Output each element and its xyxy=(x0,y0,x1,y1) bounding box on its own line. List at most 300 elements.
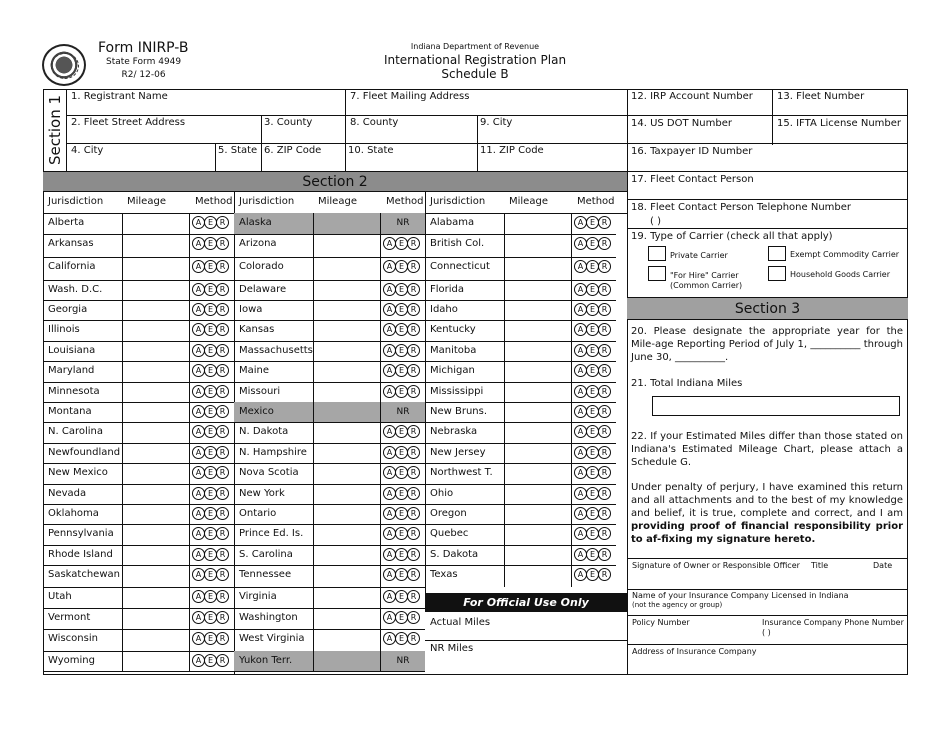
method-e-option[interactable]: E xyxy=(586,527,599,540)
method-r-option[interactable]: R xyxy=(216,344,229,357)
method-r-option[interactable]: R xyxy=(216,216,229,229)
method-selector[interactable] xyxy=(383,487,419,500)
mileage-input[interactable] xyxy=(122,402,190,422)
method-e-option[interactable]: E xyxy=(586,364,599,377)
method-e-option[interactable]: E xyxy=(395,283,408,296)
method-r-option[interactable]: R xyxy=(407,611,420,624)
method-selector[interactable] xyxy=(192,425,228,438)
method-a-option[interactable]: A xyxy=(574,344,587,357)
method-r-option[interactable]: R xyxy=(598,425,611,438)
mileage-input[interactable] xyxy=(122,463,190,484)
method-r-option[interactable]: R xyxy=(216,548,229,561)
method-e-option[interactable]: E xyxy=(586,303,599,316)
method-e-option[interactable]: E xyxy=(204,344,217,357)
method-a-option[interactable]: A xyxy=(192,260,205,273)
method-selector[interactable] xyxy=(574,487,610,500)
method-selector[interactable] xyxy=(192,548,228,561)
method-a-option[interactable]: A xyxy=(574,466,587,479)
method-selector[interactable] xyxy=(574,344,610,357)
method-a-option[interactable]: A xyxy=(192,568,205,581)
method-r-option[interactable]: R xyxy=(598,344,611,357)
mileage-input[interactable] xyxy=(504,213,572,234)
method-a-option[interactable]: A xyxy=(383,466,396,479)
method-selector[interactable] xyxy=(192,654,228,667)
method-selector[interactable] xyxy=(192,568,228,581)
method-r-option[interactable]: R xyxy=(407,632,420,645)
method-r-option[interactable]: R xyxy=(216,385,229,398)
mileage-input[interactable] xyxy=(122,361,190,382)
method-selector[interactable] xyxy=(192,303,228,316)
method-r-option[interactable]: R xyxy=(407,527,420,540)
mileage-input[interactable] xyxy=(313,587,381,608)
method-selector[interactable] xyxy=(192,487,228,500)
method-e-option[interactable]: E xyxy=(586,507,599,520)
method-selector[interactable] xyxy=(383,303,419,316)
method-selector[interactable] xyxy=(192,283,228,296)
method-e-option[interactable]: E xyxy=(204,654,217,667)
mileage-input[interactable] xyxy=(122,587,190,608)
mileage-input[interactable] xyxy=(122,257,190,280)
method-selector[interactable] xyxy=(383,283,419,296)
method-selector[interactable] xyxy=(383,425,419,438)
method-a-option[interactable]: A xyxy=(383,487,396,500)
method-r-option[interactable]: R xyxy=(216,303,229,316)
method-selector[interactable] xyxy=(192,590,228,603)
method-e-option[interactable]: E xyxy=(395,466,408,479)
method-selector[interactable] xyxy=(192,323,228,336)
method-selector[interactable] xyxy=(192,466,228,479)
method-r-option[interactable]: R xyxy=(407,590,420,603)
method-selector[interactable] xyxy=(574,283,610,296)
method-e-option[interactable]: E xyxy=(395,611,408,624)
method-selector[interactable] xyxy=(574,548,610,561)
method-e-option[interactable]: E xyxy=(204,303,217,316)
method-selector[interactable] xyxy=(192,632,228,645)
mileage-input[interactable] xyxy=(313,484,381,504)
mileage-input[interactable] xyxy=(504,484,572,504)
for-hire-carrier-checkbox[interactable] xyxy=(648,266,666,281)
method-selector[interactable] xyxy=(574,237,610,250)
method-selector[interactable] xyxy=(383,446,419,459)
method-a-option[interactable]: A xyxy=(192,323,205,336)
method-e-option[interactable]: E xyxy=(586,548,599,561)
mileage-input[interactable] xyxy=(504,300,572,320)
method-a-option[interactable]: A xyxy=(192,466,205,479)
method-a-option[interactable]: A xyxy=(383,527,396,540)
method-r-option[interactable]: R xyxy=(598,385,611,398)
method-e-option[interactable]: E xyxy=(204,385,217,398)
method-e-option[interactable]: E xyxy=(204,216,217,229)
method-e-option[interactable]: E xyxy=(395,237,408,250)
household-goods-checkbox[interactable] xyxy=(768,266,786,281)
mileage-input[interactable] xyxy=(313,341,381,361)
mileage-input[interactable] xyxy=(313,524,381,545)
method-r-option[interactable]: R xyxy=(407,568,420,581)
method-e-option[interactable]: E xyxy=(204,527,217,540)
method-a-option[interactable]: A xyxy=(383,283,396,296)
method-r-option[interactable]: R xyxy=(598,527,611,540)
method-r-option[interactable]: R xyxy=(598,487,611,500)
method-r-option[interactable]: R xyxy=(598,260,611,273)
method-selector[interactable] xyxy=(574,446,610,459)
method-r-option[interactable]: R xyxy=(216,237,229,250)
method-a-option[interactable]: A xyxy=(383,237,396,250)
method-selector[interactable] xyxy=(383,568,419,581)
method-e-option[interactable]: E xyxy=(395,487,408,500)
method-selector[interactable] xyxy=(192,260,228,273)
method-a-option[interactable]: A xyxy=(383,632,396,645)
mileage-input[interactable] xyxy=(313,320,381,341)
method-e-option[interactable]: E xyxy=(395,364,408,377)
method-a-option[interactable]: A xyxy=(574,425,587,438)
method-r-option[interactable]: R xyxy=(407,364,420,377)
method-selector[interactable] xyxy=(383,611,419,624)
mileage-input[interactable] xyxy=(313,234,381,257)
method-r-option[interactable]: R xyxy=(598,466,611,479)
method-e-option[interactable]: E xyxy=(204,611,217,624)
mileage-input[interactable] xyxy=(313,422,381,443)
method-e-option[interactable]: E xyxy=(586,283,599,296)
method-a-option[interactable]: A xyxy=(192,364,205,377)
method-r-option[interactable]: R xyxy=(598,548,611,561)
method-e-option[interactable]: E xyxy=(204,590,217,603)
method-selector[interactable] xyxy=(574,568,610,581)
method-e-option[interactable]: E xyxy=(204,405,217,418)
method-e-option[interactable]: E xyxy=(395,632,408,645)
method-a-option[interactable]: A xyxy=(383,303,396,316)
method-selector[interactable] xyxy=(574,385,610,398)
method-r-option[interactable]: R xyxy=(407,283,420,296)
mileage-input[interactable] xyxy=(313,565,381,587)
mileage-input[interactable] xyxy=(122,504,190,524)
mileage-input[interactable] xyxy=(122,213,190,234)
method-r-option[interactable]: R xyxy=(216,446,229,459)
method-r-option[interactable]: R xyxy=(407,425,420,438)
method-a-option[interactable]: A xyxy=(192,487,205,500)
mileage-input[interactable] xyxy=(313,651,381,671)
method-a-option[interactable]: A xyxy=(383,364,396,377)
method-e-option[interactable]: E xyxy=(204,487,217,500)
mileage-input[interactable] xyxy=(122,280,190,300)
method-e-option[interactable]: E xyxy=(204,237,217,250)
mileage-input[interactable] xyxy=(504,422,572,443)
method-r-option[interactable]: R xyxy=(216,611,229,624)
method-a-option[interactable]: A xyxy=(574,548,587,561)
mileage-input[interactable] xyxy=(313,463,381,484)
mileage-input[interactable] xyxy=(313,213,381,234)
method-a-option[interactable]: A xyxy=(192,405,205,418)
method-selector[interactable] xyxy=(192,405,228,418)
exempt-commodity-checkbox[interactable] xyxy=(768,246,786,261)
mileage-input[interactable] xyxy=(313,402,381,422)
method-r-option[interactable]: R xyxy=(407,385,420,398)
method-a-option[interactable]: A xyxy=(383,507,396,520)
method-r-option[interactable]: R xyxy=(216,654,229,667)
method-r-option[interactable]: R xyxy=(598,283,611,296)
method-r-option[interactable]: R xyxy=(598,216,611,229)
method-r-option[interactable]: R xyxy=(216,590,229,603)
method-e-option[interactable]: E xyxy=(395,527,408,540)
method-r-option[interactable]: R xyxy=(598,568,611,581)
method-selector[interactable] xyxy=(383,323,419,336)
mileage-input[interactable] xyxy=(122,234,190,257)
method-e-option[interactable]: E xyxy=(586,216,599,229)
method-a-option[interactable]: A xyxy=(383,548,396,561)
method-a-option[interactable]: A xyxy=(192,385,205,398)
mileage-input[interactable] xyxy=(313,361,381,382)
mileage-input[interactable] xyxy=(313,545,381,565)
method-e-option[interactable]: E xyxy=(395,507,408,520)
method-e-option[interactable]: E xyxy=(204,507,217,520)
mileage-input[interactable] xyxy=(122,608,190,629)
method-selector[interactable] xyxy=(192,446,228,459)
method-selector[interactable] xyxy=(383,385,419,398)
method-selector[interactable] xyxy=(383,527,419,540)
mileage-input[interactable] xyxy=(313,300,381,320)
method-a-option[interactable]: A xyxy=(192,611,205,624)
method-e-option[interactable]: E xyxy=(395,568,408,581)
method-r-option[interactable]: R xyxy=(407,507,420,520)
mileage-input[interactable] xyxy=(504,463,572,484)
method-r-option[interactable]: R xyxy=(216,487,229,500)
private-carrier-checkbox[interactable] xyxy=(648,246,666,261)
mileage-input[interactable] xyxy=(504,382,572,402)
method-e-option[interactable]: E xyxy=(586,425,599,438)
method-e-option[interactable]: E xyxy=(586,260,599,273)
method-r-option[interactable]: R xyxy=(407,487,420,500)
method-selector[interactable] xyxy=(574,405,610,418)
method-e-option[interactable]: E xyxy=(395,323,408,336)
mileage-input[interactable] xyxy=(122,651,190,671)
method-a-option[interactable]: A xyxy=(574,283,587,296)
method-e-option[interactable]: E xyxy=(204,446,217,459)
method-a-option[interactable]: A xyxy=(192,507,205,520)
mileage-input[interactable] xyxy=(313,257,381,280)
method-r-option[interactable]: R xyxy=(407,260,420,273)
method-e-option[interactable]: E xyxy=(586,487,599,500)
method-r-option[interactable]: R xyxy=(598,303,611,316)
method-r-option[interactable]: R xyxy=(216,323,229,336)
method-a-option[interactable]: A xyxy=(192,527,205,540)
method-a-option[interactable]: A xyxy=(383,260,396,273)
mileage-input[interactable] xyxy=(122,629,190,651)
method-a-option[interactable]: A xyxy=(383,446,396,459)
method-selector[interactable] xyxy=(383,364,419,377)
method-e-option[interactable]: E xyxy=(204,364,217,377)
method-e-option[interactable]: E xyxy=(204,283,217,296)
method-r-option[interactable]: R xyxy=(598,237,611,250)
method-selector[interactable] xyxy=(574,527,610,540)
method-selector[interactable] xyxy=(192,611,228,624)
method-r-option[interactable]: R xyxy=(407,303,420,316)
method-a-option[interactable]: A xyxy=(192,446,205,459)
method-r-option[interactable]: R xyxy=(216,466,229,479)
method-selector[interactable] xyxy=(574,466,610,479)
method-a-option[interactable]: A xyxy=(383,344,396,357)
mileage-input[interactable] xyxy=(122,341,190,361)
method-a-option[interactable]: A xyxy=(192,344,205,357)
mileage-input[interactable] xyxy=(504,504,572,524)
method-e-option[interactable]: E xyxy=(395,260,408,273)
mileage-input[interactable] xyxy=(504,361,572,382)
method-a-option[interactable]: A xyxy=(574,527,587,540)
method-e-option[interactable]: E xyxy=(586,466,599,479)
mileage-input[interactable] xyxy=(504,565,572,587)
method-selector[interactable] xyxy=(574,216,610,229)
mileage-input[interactable] xyxy=(313,629,381,651)
method-e-option[interactable]: E xyxy=(395,344,408,357)
method-selector[interactable] xyxy=(383,344,419,357)
method-a-option[interactable]: A xyxy=(574,446,587,459)
method-a-option[interactable]: A xyxy=(192,654,205,667)
method-a-option[interactable]: A xyxy=(574,260,587,273)
mileage-input[interactable] xyxy=(122,565,190,587)
method-r-option[interactable]: R xyxy=(216,632,229,645)
method-a-option[interactable]: A xyxy=(574,385,587,398)
mileage-input[interactable] xyxy=(122,524,190,545)
method-e-option[interactable]: E xyxy=(586,385,599,398)
method-r-option[interactable]: R xyxy=(216,405,229,418)
method-r-option[interactable]: R xyxy=(216,568,229,581)
method-selector[interactable] xyxy=(574,507,610,520)
mileage-input[interactable] xyxy=(122,545,190,565)
method-r-option[interactable]: R xyxy=(598,507,611,520)
method-r-option[interactable]: R xyxy=(216,507,229,520)
method-a-option[interactable]: A xyxy=(192,283,205,296)
method-a-option[interactable]: A xyxy=(574,405,587,418)
mileage-input[interactable] xyxy=(313,608,381,629)
mileage-input[interactable] xyxy=(504,257,572,280)
method-r-option[interactable]: R xyxy=(407,466,420,479)
method-e-option[interactable]: E xyxy=(204,548,217,561)
method-e-option[interactable]: E xyxy=(395,548,408,561)
method-a-option[interactable]: A xyxy=(192,216,205,229)
method-selector[interactable] xyxy=(574,425,610,438)
method-r-option[interactable]: R xyxy=(216,425,229,438)
method-selector[interactable] xyxy=(383,260,419,273)
mileage-input[interactable] xyxy=(504,320,572,341)
method-a-option[interactable]: A xyxy=(383,568,396,581)
total-indiana-miles-input[interactable] xyxy=(652,396,900,416)
method-selector[interactable] xyxy=(192,344,228,357)
method-r-option[interactable]: R xyxy=(407,548,420,561)
method-a-option[interactable]: A xyxy=(574,323,587,336)
method-e-option[interactable]: E xyxy=(586,344,599,357)
mileage-input[interactable] xyxy=(504,524,572,545)
method-e-option[interactable]: E xyxy=(395,303,408,316)
method-a-option[interactable]: A xyxy=(383,611,396,624)
method-a-option[interactable]: A xyxy=(192,548,205,561)
mileage-input[interactable] xyxy=(504,402,572,422)
method-r-option[interactable]: R xyxy=(407,237,420,250)
method-r-option[interactable]: R xyxy=(598,323,611,336)
method-selector[interactable] xyxy=(192,237,228,250)
method-r-option[interactable]: R xyxy=(216,527,229,540)
method-e-option[interactable]: E xyxy=(586,405,599,418)
method-a-option[interactable]: A xyxy=(574,487,587,500)
method-selector[interactable] xyxy=(574,260,610,273)
mileage-input[interactable] xyxy=(313,504,381,524)
method-selector[interactable] xyxy=(192,216,228,229)
method-a-option[interactable]: A xyxy=(192,425,205,438)
method-e-option[interactable]: E xyxy=(395,590,408,603)
method-e-option[interactable]: E xyxy=(586,323,599,336)
method-a-option[interactable]: A xyxy=(574,568,587,581)
method-selector[interactable] xyxy=(192,527,228,540)
mileage-input[interactable] xyxy=(122,443,190,463)
method-selector[interactable] xyxy=(383,632,419,645)
method-r-option[interactable]: R xyxy=(598,405,611,418)
method-selector[interactable] xyxy=(192,507,228,520)
method-a-option[interactable]: A xyxy=(383,385,396,398)
mileage-input[interactable] xyxy=(122,300,190,320)
method-selector[interactable] xyxy=(192,385,228,398)
method-e-option[interactable]: E xyxy=(204,466,217,479)
method-r-option[interactable]: R xyxy=(407,446,420,459)
method-a-option[interactable]: A xyxy=(574,507,587,520)
mileage-input[interactable] xyxy=(504,234,572,257)
method-selector[interactable] xyxy=(383,548,419,561)
method-e-option[interactable]: E xyxy=(204,260,217,273)
mileage-input[interactable] xyxy=(313,280,381,300)
method-selector[interactable] xyxy=(383,507,419,520)
method-a-option[interactable]: A xyxy=(383,323,396,336)
method-e-option[interactable]: E xyxy=(204,323,217,336)
mileage-input[interactable] xyxy=(122,484,190,504)
method-e-option[interactable]: E xyxy=(204,568,217,581)
mileage-input[interactable] xyxy=(313,443,381,463)
method-a-option[interactable]: A xyxy=(192,303,205,316)
method-selector[interactable] xyxy=(383,237,419,250)
mileage-input[interactable] xyxy=(504,545,572,565)
method-e-option[interactable]: E xyxy=(395,385,408,398)
method-selector[interactable] xyxy=(574,303,610,316)
mileage-input[interactable] xyxy=(504,443,572,463)
method-r-option[interactable]: R xyxy=(216,283,229,296)
method-e-option[interactable]: E xyxy=(204,425,217,438)
method-selector[interactable] xyxy=(383,590,419,603)
mileage-input[interactable] xyxy=(313,382,381,402)
method-a-option[interactable]: A xyxy=(574,216,587,229)
method-a-option[interactable]: A xyxy=(192,632,205,645)
method-selector[interactable] xyxy=(574,323,610,336)
method-a-option[interactable]: A xyxy=(192,590,205,603)
method-e-option[interactable]: E xyxy=(586,237,599,250)
method-a-option[interactable]: A xyxy=(192,237,205,250)
method-a-option[interactable]: A xyxy=(574,237,587,250)
method-r-option[interactable]: R xyxy=(598,364,611,377)
method-selector[interactable] xyxy=(574,364,610,377)
method-e-option[interactable]: E xyxy=(586,568,599,581)
method-a-option[interactable]: A xyxy=(383,590,396,603)
method-e-option[interactable]: E xyxy=(204,632,217,645)
method-r-option[interactable]: R xyxy=(216,260,229,273)
method-a-option[interactable]: A xyxy=(574,303,587,316)
mileage-input[interactable] xyxy=(122,422,190,443)
mileage-input[interactable] xyxy=(504,341,572,361)
method-selector[interactable] xyxy=(192,364,228,377)
mileage-input[interactable] xyxy=(122,320,190,341)
method-e-option[interactable]: E xyxy=(395,446,408,459)
method-r-option[interactable]: R xyxy=(407,323,420,336)
mileage-input[interactable] xyxy=(122,382,190,402)
method-r-option[interactable]: R xyxy=(598,446,611,459)
method-a-option[interactable]: A xyxy=(383,425,396,438)
method-a-option[interactable]: A xyxy=(574,364,587,377)
method-e-option[interactable]: E xyxy=(395,425,408,438)
mileage-input[interactable] xyxy=(504,280,572,300)
method-selector[interactable] xyxy=(383,466,419,479)
